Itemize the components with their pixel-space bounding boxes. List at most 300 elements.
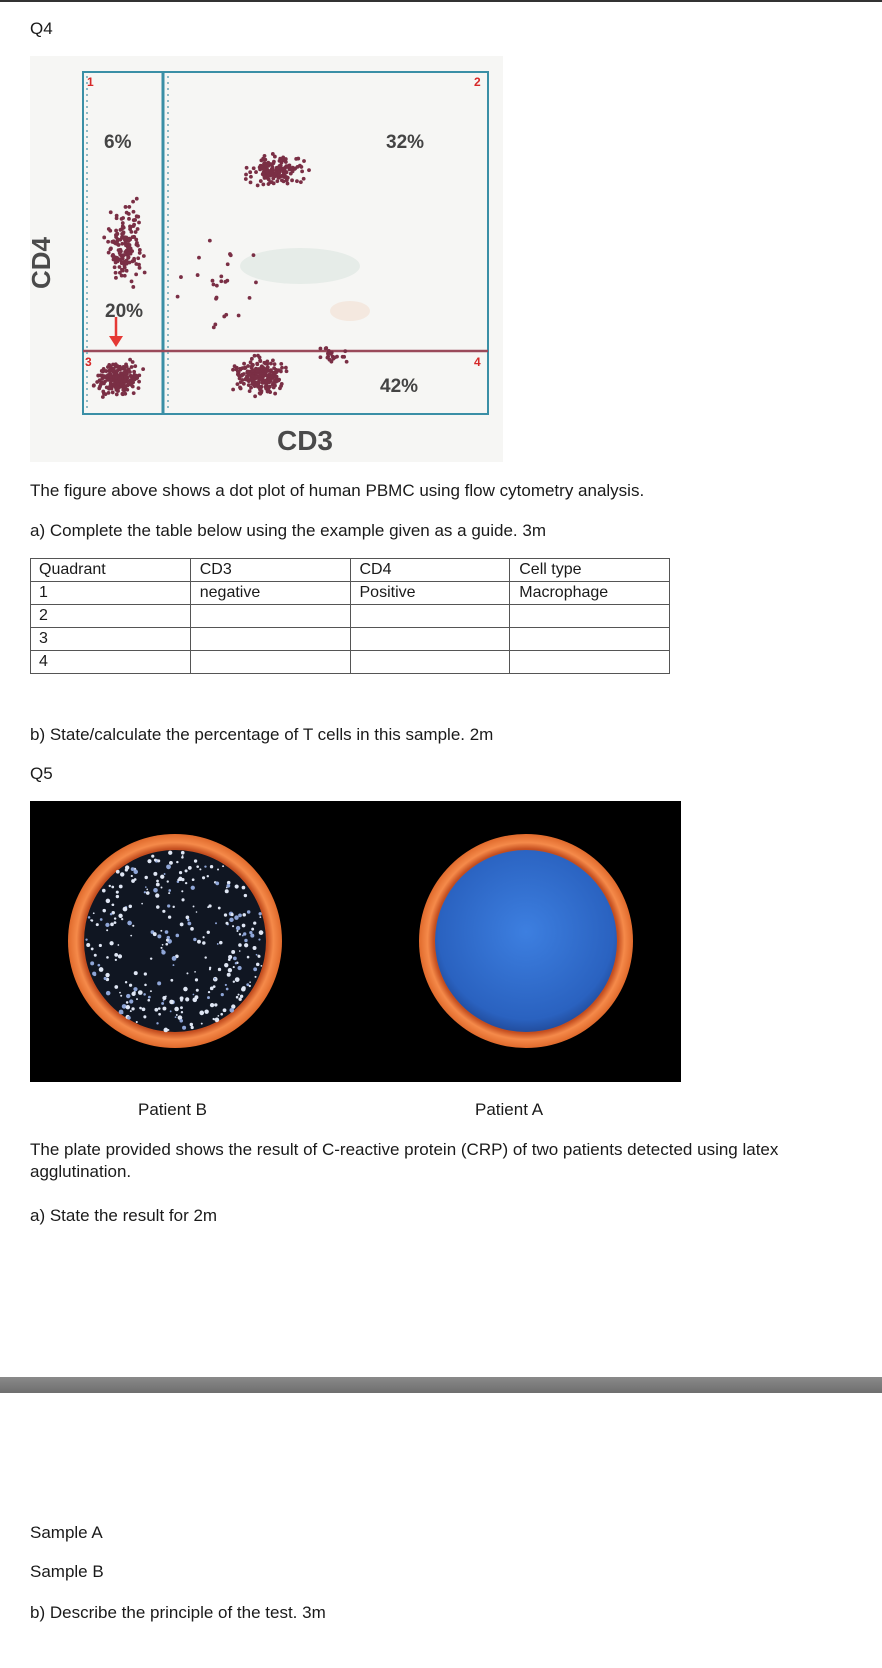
- cell-dot: [244, 173, 248, 177]
- cell-dot: [133, 218, 137, 222]
- agglutination-clump: [100, 918, 103, 921]
- agglutination-clump: [161, 950, 165, 954]
- cell-dot: [279, 362, 283, 366]
- agglutination-clump: [214, 1018, 219, 1023]
- table-header-cell: Cell type: [510, 559, 670, 582]
- agglutination-clump: [180, 923, 184, 927]
- agglutination-clump: [162, 944, 164, 946]
- agglutination-clump: [242, 924, 246, 928]
- cell-dot: [294, 157, 298, 161]
- cell-dot: [125, 388, 129, 392]
- table-cell: 4: [31, 651, 191, 674]
- agglutination-clump: [256, 954, 258, 956]
- y-axis-label: CD4: [26, 236, 56, 290]
- flow-cytometry-dot-plot: [26, 56, 503, 462]
- agglutination-clump: [181, 890, 183, 892]
- agglutination-clump: [218, 907, 221, 910]
- patient-b-well: [68, 834, 282, 1048]
- agglutination-clump: [210, 987, 214, 991]
- agglutination-clump: [110, 913, 113, 916]
- table-cell-empty[interactable]: [350, 651, 510, 674]
- table-cell-empty[interactable]: [190, 628, 350, 651]
- cell-dot: [254, 170, 258, 174]
- cell-dot: [299, 180, 303, 184]
- agglutination-clump: [99, 967, 104, 972]
- agglutination-clump: [136, 998, 138, 1000]
- cell-dot: [125, 211, 129, 215]
- table-header-row: [31, 559, 670, 582]
- agglutination-clump: [130, 1010, 132, 1012]
- agglutination-clump: [185, 869, 188, 872]
- agglutination-clump: [238, 994, 240, 996]
- cell-dot: [307, 168, 311, 172]
- agglutination-clump: [207, 931, 210, 934]
- agglutination-clump: [162, 1007, 166, 1011]
- sample-b-label: Sample B: [30, 1562, 104, 1581]
- agglutination-clump: [136, 1021, 138, 1023]
- cell-dot: [124, 243, 128, 247]
- latex-agglutination-plate: [30, 801, 681, 1082]
- agglutination-clump: [181, 851, 185, 855]
- cell-dot: [109, 384, 113, 388]
- agglutination-clump: [160, 930, 162, 932]
- cell-dot: [267, 386, 271, 390]
- agglutination-clump: [126, 1005, 130, 1009]
- agglutination-clump: [105, 923, 109, 927]
- agglutination-clump: [109, 885, 111, 887]
- cell-dot: [131, 235, 135, 239]
- q4-label: Q4: [30, 19, 53, 38]
- agglutination-clump: [221, 993, 224, 996]
- agglutination-clump: [132, 925, 134, 927]
- agglutination-clump: [90, 961, 94, 965]
- table-row: [31, 651, 670, 674]
- agglutination-clump: [253, 921, 256, 924]
- cell-dot: [253, 354, 257, 358]
- table-header-cell: CD3: [190, 559, 350, 582]
- agglutination-clump: [207, 906, 209, 908]
- cell-dot: [132, 223, 136, 227]
- agglutination-clump: [240, 995, 243, 998]
- table-cell-empty[interactable]: [190, 605, 350, 628]
- cell-dot: [95, 380, 99, 384]
- cell-dot: [118, 251, 122, 255]
- agglutination-clump: [226, 884, 230, 888]
- cell-dot: [252, 166, 256, 170]
- cell-dot: [231, 388, 235, 392]
- agglutination-clump: [204, 1009, 208, 1013]
- cell-dot: [259, 179, 263, 183]
- cell-dot: [122, 231, 126, 235]
- agglutination-clump: [93, 912, 95, 914]
- agglutination-clump: [143, 1015, 146, 1018]
- agglutination-clump: [130, 935, 132, 937]
- agglutination-clump: [106, 899, 110, 903]
- agglutination-clump: [147, 859, 151, 863]
- agglutination-clump: [235, 977, 240, 982]
- patient-a-label: Patient A: [475, 1100, 544, 1119]
- cell-dot: [115, 214, 119, 218]
- cell-dot: [258, 392, 262, 396]
- agglutination-clump: [93, 973, 96, 976]
- agglutination-clump: [121, 918, 123, 920]
- cell-dot: [121, 392, 125, 396]
- table-row: [31, 582, 670, 605]
- cell-dot: [211, 279, 215, 283]
- agglutination-clump: [256, 963, 260, 967]
- cell-dot: [134, 273, 138, 277]
- agglutination-clump: [146, 889, 148, 891]
- agglutination-clump: [154, 859, 157, 862]
- cell-dot: [284, 160, 288, 164]
- agglutination-clump: [169, 1000, 174, 1005]
- agglutination-clump: [125, 981, 127, 983]
- table-cell: 1: [31, 582, 191, 605]
- agglutination-clump: [218, 968, 221, 971]
- cell-dot: [123, 235, 127, 239]
- agglutination-clump: [170, 1010, 172, 1012]
- cell-dot: [285, 175, 289, 179]
- cell-dot: [127, 252, 131, 256]
- agglutination-clump: [97, 964, 100, 967]
- agglutination-clump: [235, 962, 237, 964]
- agglutination-clump: [156, 1022, 158, 1024]
- cell-dot: [208, 239, 212, 243]
- agglutination-clump: [144, 972, 147, 975]
- cell-dot: [120, 261, 124, 265]
- cell-dot: [114, 261, 118, 265]
- cell-dot: [101, 395, 105, 399]
- agglutination-clump: [239, 933, 241, 935]
- agglutination-clump: [129, 905, 132, 908]
- agglutination-clump: [192, 998, 197, 1003]
- agglutination-clump: [235, 885, 239, 889]
- agglutination-clump: [187, 919, 190, 922]
- cell-dot: [273, 362, 277, 366]
- agglutination-clump: [91, 948, 94, 951]
- cell-dot: [212, 283, 216, 287]
- agglutination-clump: [169, 861, 173, 865]
- cell-dot: [131, 285, 135, 289]
- agglutination-clump: [253, 967, 257, 971]
- cell-dot: [92, 384, 96, 388]
- table-header-cell: CD4: [350, 559, 510, 582]
- cell-dot: [269, 362, 273, 366]
- agglutination-clump: [99, 944, 102, 947]
- agglutination-clump: [161, 887, 163, 889]
- agglutination-clump: [123, 907, 128, 912]
- cell-dot: [113, 265, 117, 269]
- agglutination-clump: [162, 910, 165, 913]
- cell-dot: [116, 386, 120, 390]
- cell-dot: [272, 381, 276, 385]
- cell-dot: [128, 358, 132, 362]
- agglutination-clump: [116, 891, 119, 894]
- agglutination-clump: [106, 991, 111, 996]
- agglutination-clump: [180, 1006, 183, 1009]
- cell-dot: [109, 210, 113, 214]
- cell-dot: [258, 359, 262, 363]
- agglutination-clump: [238, 943, 242, 947]
- agglutination-clump: [109, 941, 113, 945]
- agglutination-clump: [207, 996, 210, 999]
- agglutination-clump: [122, 1004, 127, 1009]
- cell-dot: [121, 224, 125, 228]
- agglutination-clump: [188, 866, 192, 870]
- agglutination-clump: [151, 855, 154, 858]
- cell-dot: [277, 378, 281, 382]
- cell-dot: [274, 375, 278, 379]
- agglutination-clump: [134, 971, 138, 975]
- table-cell-empty[interactable]: [350, 628, 510, 651]
- cell-dot: [250, 357, 254, 361]
- agglutination-clump: [155, 893, 159, 897]
- cell-dot: [114, 271, 118, 275]
- cell-dot: [239, 387, 243, 391]
- agglutination-clump: [236, 930, 238, 932]
- cell-dot: [249, 180, 253, 184]
- cell-dot: [277, 173, 281, 177]
- cell-dot: [319, 347, 323, 351]
- agglutination-clump: [179, 1019, 183, 1023]
- cell-dot: [280, 382, 284, 386]
- table-cell: Positive: [350, 582, 510, 605]
- agglutination-clump: [204, 865, 206, 867]
- agglutination-clump: [210, 1003, 214, 1007]
- agglutination-clump: [126, 994, 130, 998]
- q2-percentage: 32%: [386, 132, 425, 153]
- agglutination-clump: [160, 947, 162, 949]
- agglutination-clump: [116, 895, 119, 898]
- cell-dot: [128, 261, 132, 265]
- agglutination-clump: [88, 916, 91, 919]
- agglutination-clump: [165, 943, 168, 946]
- agglutination-clump: [216, 881, 218, 883]
- cell-dot: [134, 262, 138, 266]
- agglutination-clump: [227, 973, 231, 977]
- agglutination-clump: [114, 985, 118, 989]
- agglutination-clump: [176, 934, 180, 938]
- cell-dot: [245, 166, 249, 170]
- cell-dot: [242, 362, 246, 366]
- table-cell-empty[interactable]: [510, 628, 670, 651]
- agglutination-clump: [194, 971, 196, 973]
- cell-dot: [132, 210, 136, 214]
- cell-dot: [244, 177, 248, 181]
- agglutination-clump: [170, 979, 173, 982]
- agglutination-clump: [244, 943, 248, 947]
- cell-dot: [289, 172, 293, 176]
- cell-dot: [275, 179, 279, 183]
- cell-dot: [100, 380, 104, 384]
- agglutination-clump: [181, 878, 184, 881]
- agglutination-clump: [90, 919, 92, 921]
- agglutination-clump: [236, 926, 240, 930]
- page-separator: [0, 1377, 882, 1393]
- patient-b-label: Patient B: [138, 1100, 207, 1119]
- cell-dot: [280, 167, 284, 171]
- agglutination-clump: [158, 1013, 161, 1016]
- agglutination-clump: [118, 914, 122, 918]
- agglutination-clump: [120, 995, 122, 997]
- cell-dot: [272, 181, 276, 185]
- agglutination-clump: [173, 964, 175, 966]
- cell-dot: [102, 236, 106, 240]
- agglutination-clump: [104, 977, 107, 980]
- cell-dot: [115, 232, 119, 236]
- cell-dot: [176, 295, 180, 299]
- cell-dot: [261, 183, 265, 187]
- table-header-cell: Quadrant: [31, 559, 191, 582]
- cell-dot: [114, 362, 118, 366]
- background-smudge: [240, 248, 360, 284]
- cell-dot: [121, 253, 125, 257]
- agglutination-clump: [193, 994, 195, 996]
- agglutination-clump: [232, 925, 234, 927]
- agglutination-clump: [238, 998, 241, 1001]
- agglutination-clump: [157, 934, 161, 938]
- agglutination-clump: [202, 941, 205, 944]
- cell-dot: [342, 355, 346, 359]
- cell-dot: [273, 392, 277, 396]
- cell-dot: [213, 323, 217, 327]
- agglutination-clump: [127, 1016, 131, 1020]
- agglutination-clump: [220, 1013, 223, 1016]
- agglutination-clump: [163, 1000, 165, 1002]
- cell-dot: [333, 356, 337, 360]
- cell-dot: [237, 314, 241, 318]
- cell-dot: [120, 242, 124, 246]
- quadrant-2-number: 2: [474, 75, 481, 89]
- cell-dot: [107, 363, 111, 367]
- agglutination-clump: [118, 954, 122, 958]
- agglutination-clump: [185, 997, 189, 1001]
- agglutination-clump: [119, 885, 123, 889]
- agglutination-clump: [233, 981, 235, 983]
- cell-dot: [254, 281, 258, 285]
- agglutination-clump: [180, 999, 183, 1002]
- agglutination-clump: [182, 1026, 186, 1030]
- cell-dot: [262, 174, 266, 178]
- agglutination-clump: [224, 913, 227, 916]
- cell-dot: [229, 253, 233, 257]
- agglutination-clump: [134, 878, 137, 881]
- cell-dot: [327, 349, 331, 353]
- cell-dot: [262, 380, 266, 384]
- cell-dot: [100, 369, 104, 373]
- cell-dot: [112, 239, 116, 243]
- cell-dot: [235, 366, 239, 370]
- cell-dot: [281, 156, 285, 160]
- agglutination-clump: [175, 1016, 177, 1018]
- agglutination-clump: [164, 1028, 169, 1033]
- agglutination-clump: [225, 984, 227, 986]
- cell-dot: [136, 244, 140, 248]
- agglutination-clump: [114, 917, 116, 919]
- cell-dot: [127, 368, 131, 372]
- agglutination-clump: [183, 987, 188, 992]
- agglutination-clump: [120, 872, 124, 876]
- q5-label: Q5: [30, 764, 53, 783]
- agglutination-clump: [214, 978, 216, 980]
- agglutination-clump: [192, 878, 195, 881]
- cell-dot: [219, 279, 223, 283]
- cell-dot: [134, 230, 138, 234]
- agglutination-clump: [133, 987, 137, 991]
- cell-dot: [271, 358, 275, 362]
- cell-dot: [269, 369, 273, 373]
- agglutination-clump: [225, 922, 228, 925]
- table-cell-empty[interactable]: [350, 605, 510, 628]
- agglutination-clump: [182, 855, 184, 857]
- cell-dot: [109, 375, 113, 379]
- agglutination-clump: [153, 872, 157, 876]
- cell-dot: [137, 221, 141, 225]
- agglutination-clump: [153, 888, 158, 893]
- agglutination-clump: [228, 958, 231, 961]
- cell-dot: [126, 256, 130, 260]
- agglutination-clump: [139, 1007, 142, 1010]
- cell-dot: [119, 228, 123, 232]
- agglutination-clump: [250, 934, 254, 938]
- patient-a-well: [419, 834, 633, 1048]
- agglutination-clump: [217, 943, 219, 945]
- agglutination-clump: [157, 981, 161, 985]
- agglutination-clump: [261, 965, 263, 967]
- cell-dot: [122, 371, 126, 375]
- cell-dot: [272, 366, 276, 370]
- agglutination-clump: [168, 892, 170, 894]
- agglutination-clump: [177, 879, 180, 882]
- cell-dot: [256, 369, 260, 373]
- agglutination-clump: [172, 956, 177, 961]
- cell-dot: [96, 374, 100, 378]
- agglutination-clump: [141, 903, 143, 905]
- agglutination-clump: [247, 956, 250, 959]
- cell-dot: [128, 247, 132, 251]
- cell-dot: [219, 274, 223, 278]
- table-cell-empty[interactable]: [510, 651, 670, 674]
- agglutination-clump: [214, 1003, 217, 1006]
- agglutination-clump: [168, 851, 172, 855]
- cell-dot: [302, 159, 306, 163]
- agglutination-clump: [158, 1007, 161, 1010]
- agglutination-clump: [166, 939, 169, 942]
- agglutination-clump: [226, 988, 229, 991]
- agglutination-clump: [224, 963, 228, 967]
- cell-dot: [261, 157, 265, 161]
- agglutination-clump: [209, 968, 211, 970]
- cell-dot: [137, 386, 141, 390]
- agglutination-clump: [242, 886, 246, 890]
- agglutination-clump: [217, 1015, 219, 1017]
- agglutination-clump: [239, 950, 241, 952]
- agglutination-clump: [194, 859, 197, 862]
- table-cell-empty[interactable]: [190, 651, 350, 674]
- q5-part-b: b) Describe the principle of the test. 3m: [30, 1603, 326, 1622]
- cell-dot: [250, 365, 254, 369]
- cell-dot: [278, 159, 282, 163]
- agglutination-clump: [208, 991, 210, 993]
- agglutination-clump: [204, 956, 206, 958]
- agglutination-clump: [215, 922, 217, 924]
- table-cell-empty[interactable]: [510, 605, 670, 628]
- q4-percentage: 42%: [380, 376, 419, 397]
- cell-dot: [256, 184, 260, 188]
- agglutination-clump: [166, 864, 171, 869]
- agglutination-clump: [167, 880, 169, 882]
- agglutination-clump: [138, 990, 143, 995]
